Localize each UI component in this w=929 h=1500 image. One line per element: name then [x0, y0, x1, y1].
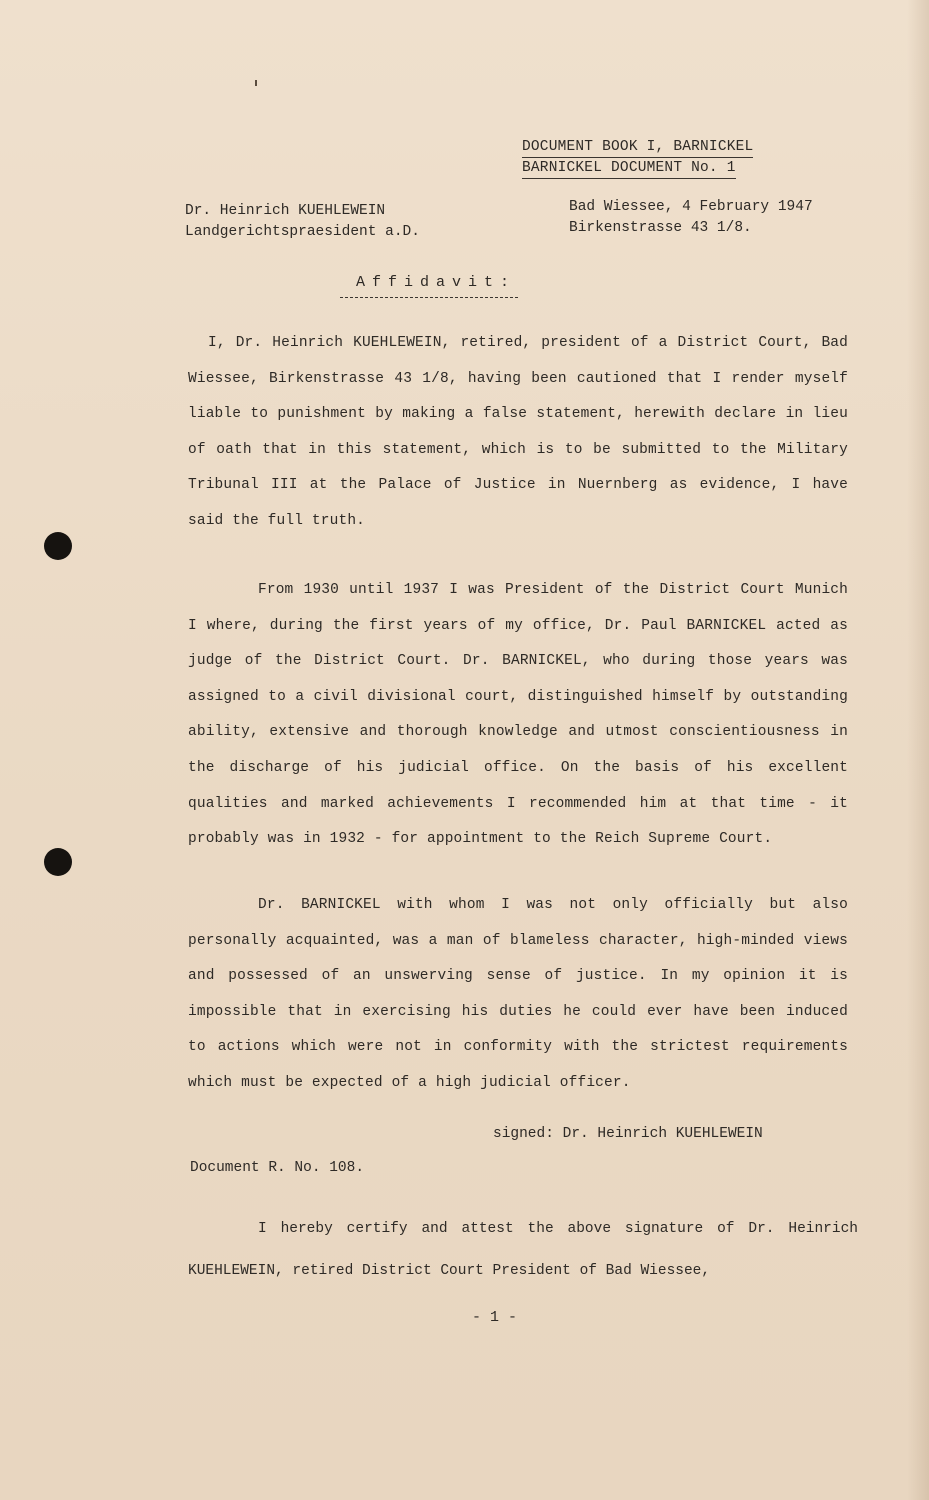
doc-number-line: BARNICKEL DOCUMENT No. 1: [522, 158, 736, 179]
paragraph-character: Dr. BARNICKEL with whom I was not only officially but also personally acquainted, was a man of blameless character, high-minded views and possessed of an unswerving sense of justice. In my opinion it is impossible that in exercising his duties he could ever have been induced to actions which were not in conformity with the strictest requirements which must be expected of a high judicial officer.: [188, 897, 848, 1091]
address: Birkenstrasse 43 1/8.: [569, 220, 752, 236]
place-date-block: [569, 197, 813, 239]
signature-line: signed: Dr. Heinrich KUEHLEWEIN: [493, 1126, 763, 1142]
page-number: - 1 -: [472, 1309, 518, 1326]
paragraph-oath: I, Dr. Heinrich KUEHLEWEIN, retired, president of a District Court, Bad Wiessee, Birkenstrasse 43 1/8, having been cautioned that I render myself liable to punishment by making a false statement, herewith declare in lieu of oath that in this statement, which is to be submitted to the Military Tribunal III at the Palace of Justice in Nuernberg as evidence, I have said the full truth.: [188, 335, 848, 529]
ink-speck: [255, 80, 257, 86]
doc-book-line: DOCUMENT BOOK I, BARNICKEL: [522, 137, 753, 158]
punch-hole-lower: [44, 848, 72, 876]
author-title: Landgerichtspraesident a.D.: [185, 224, 420, 240]
punch-hole-upper: [44, 532, 72, 560]
author-name: Dr. Heinrich KUEHLEWEIN: [185, 203, 386, 219]
document-reference: Document R. No. 108.: [190, 1160, 365, 1176]
certification-paragraph: I hereby certify and attest the above signature of Dr. Heinrich KUEHLEWEIN, retired District Court President of Bad Wiessee,: [188, 1221, 858, 1279]
place-date: Bad Wiessee, 4 February 1947: [569, 199, 813, 215]
document-book-header: [522, 137, 753, 179]
page-edge-shadow: [907, 0, 929, 1500]
affidavit-title: Affidavit:: [340, 274, 518, 298]
paragraph-career: From 1930 until 1937 I was President of the District Court Munich I where, during the first years of my office, Dr. Paul BARNICKEL acted as judge of the District Court. Dr. BARNICKEL, who during those years was assigned to a civil divisional court, distinguished himself by outstanding ability, extensive and thorough knowledge and utmost conscientiousness in the discharge of his judicial office. On the basis of his excellent qualities and marked achievements I recommended him at that time - it probably was in 1932 - for appointment to the Reich Supreme Court.: [188, 582, 848, 848]
author-block: [185, 201, 420, 243]
